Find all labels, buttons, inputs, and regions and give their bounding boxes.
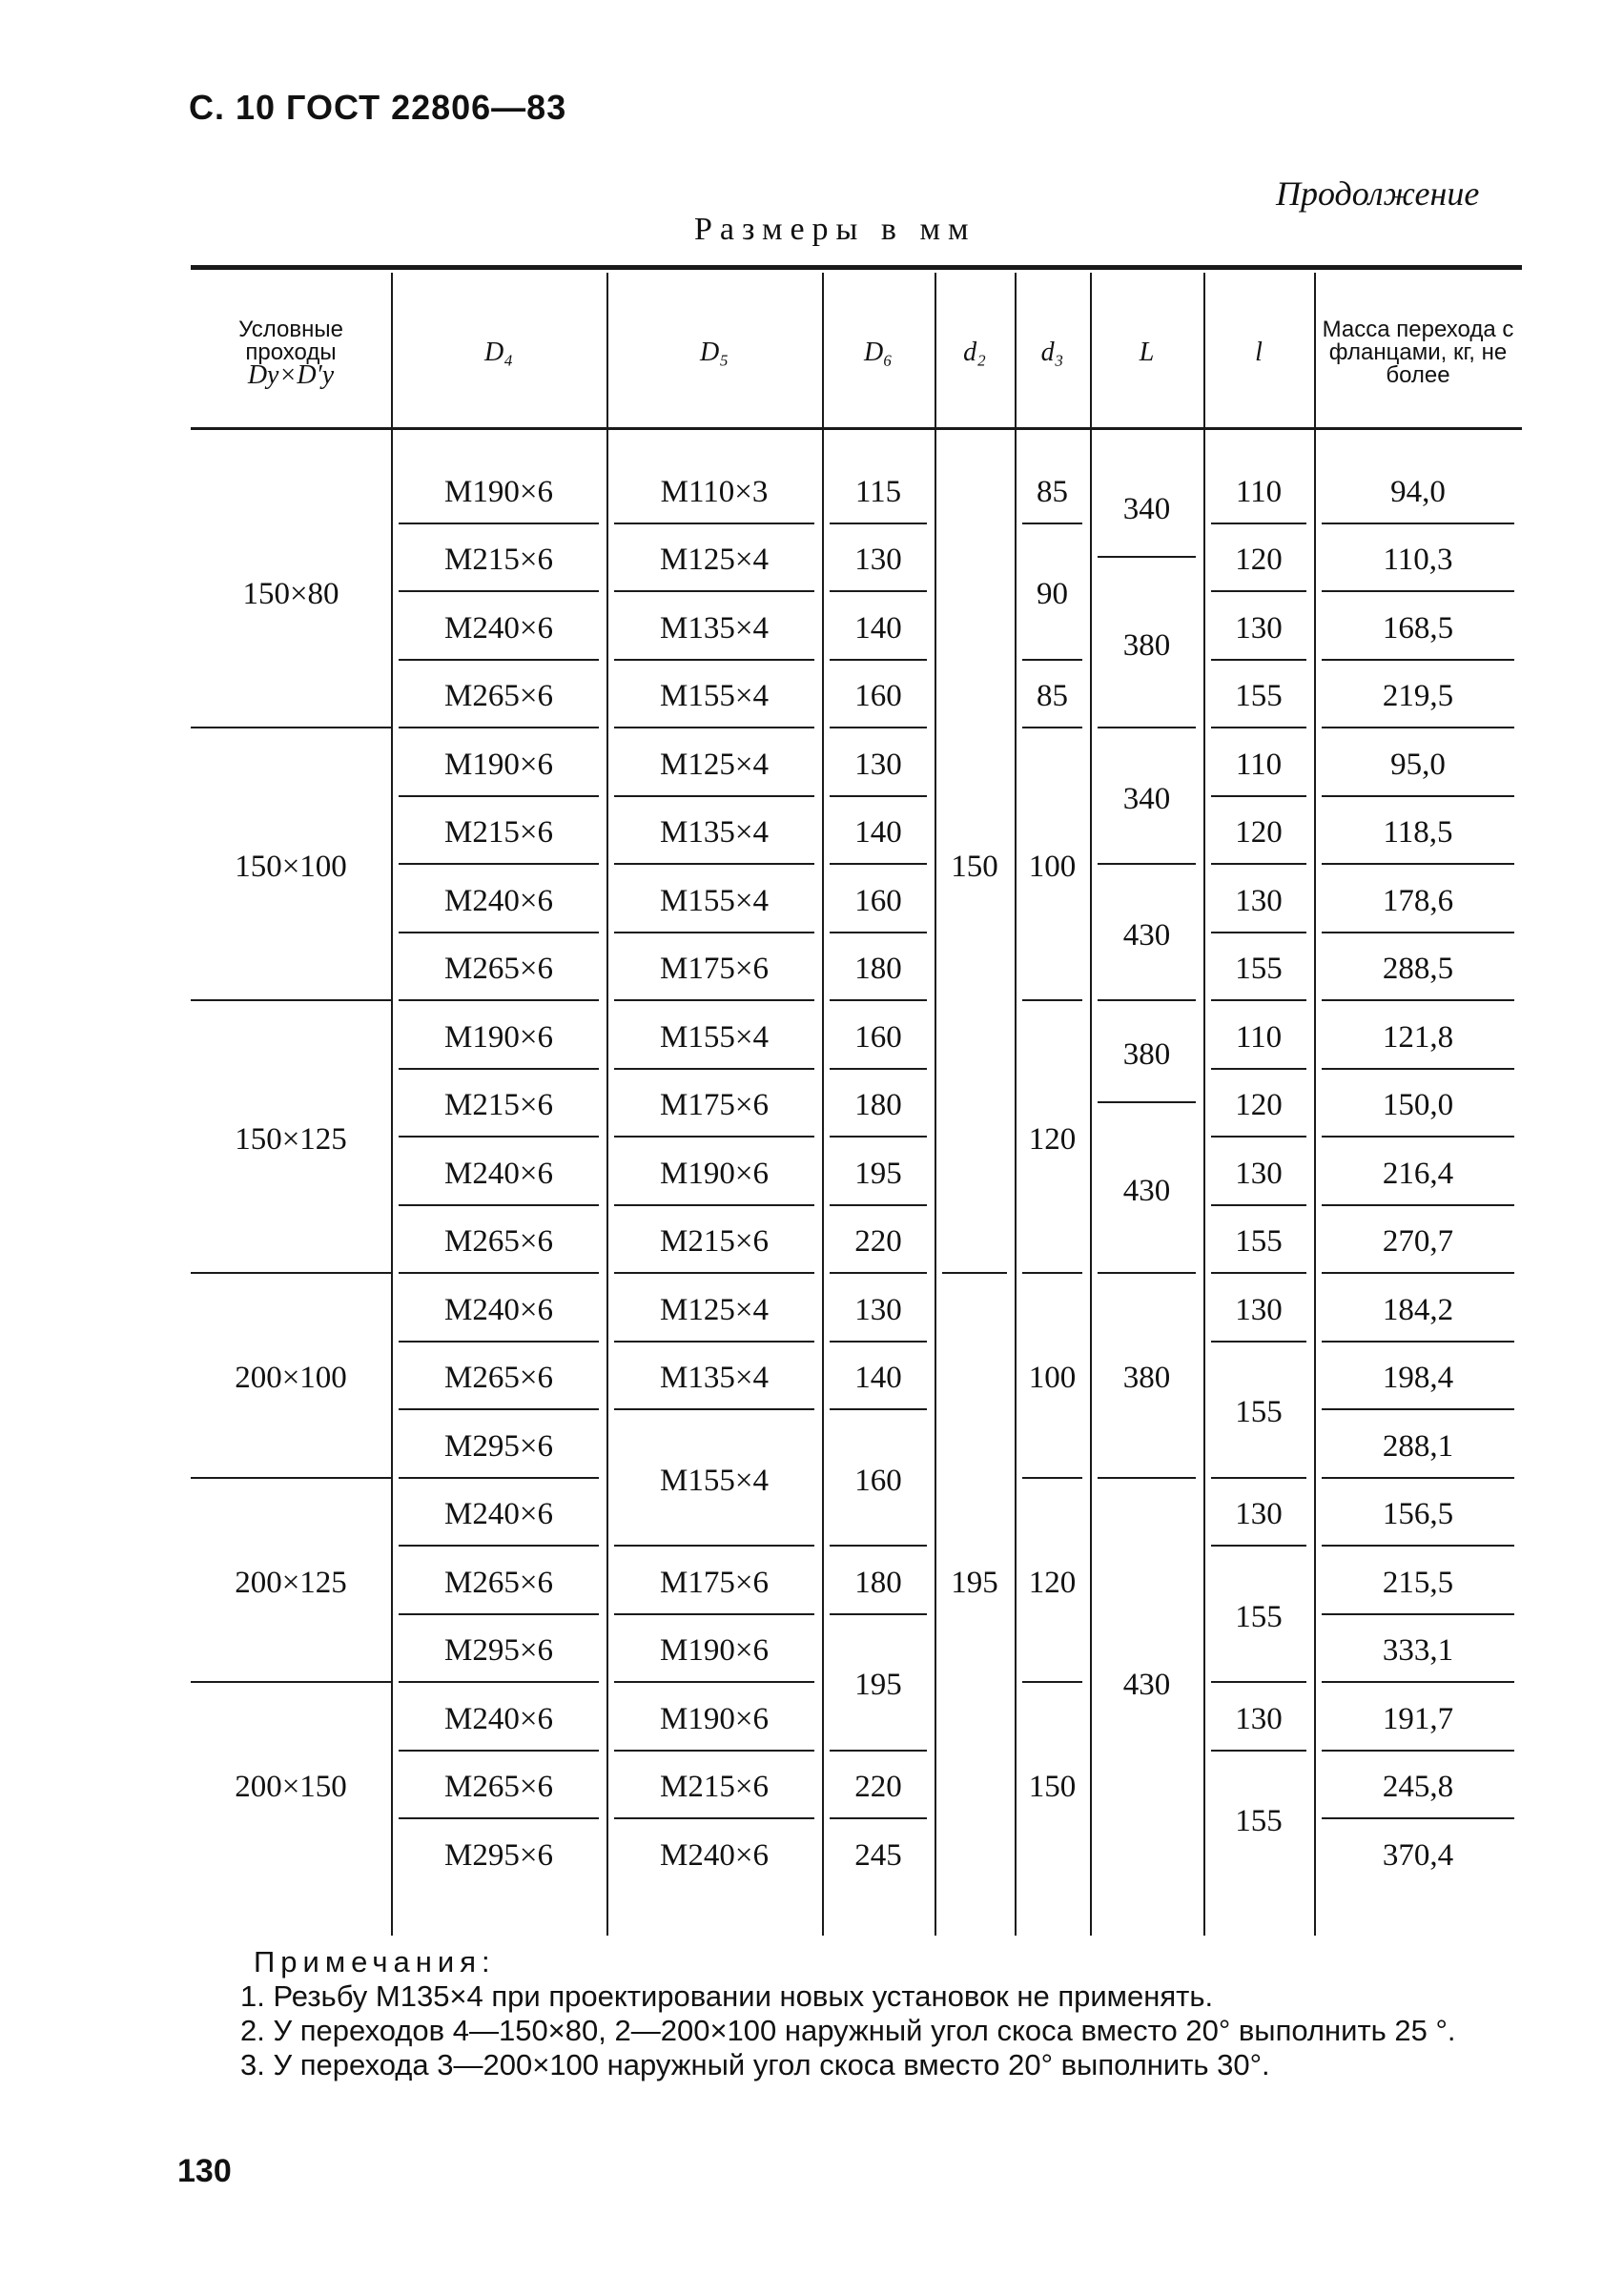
table-top-rule [191,265,1522,270]
d4-cell-underline [399,863,599,865]
l-cell: 155 [1235,1395,1283,1429]
mass-cell: 216,4 [1382,1156,1454,1191]
header-mass: Масса перехода с фланцами, кг, не более [1322,317,1514,388]
L-cell: 340 [1122,491,1171,526]
column-divider [822,273,824,1936]
column-divider [935,273,936,1936]
d6-cell-underline [830,1408,927,1410]
d4-cell: M240×6 [444,883,553,918]
mass-cell-underline [1322,523,1514,524]
l-cell-underline [1211,999,1306,1001]
l-cell-underline [1211,1750,1306,1752]
d6-cell-underline [830,932,927,933]
l-cell: 130 [1235,883,1283,918]
d5-cell-underline [614,1408,814,1410]
note-1: 1. Резьбу M135×4 при проектировании новых установок не применять. [240,1979,1214,2013]
mass-cell: 288,5 [1382,952,1454,987]
d3-cell-underline [1022,999,1082,1001]
d5-cell-underline [614,1613,814,1615]
l-cell-underline [1211,1477,1306,1479]
header-d6 [826,278,931,427]
mass-cell-underline [1322,932,1514,933]
group-label: 200×100 [235,1361,347,1396]
d4-cell-underline [399,1817,599,1819]
d4-cell-underline [399,1204,599,1206]
l-cell-underline [1211,1341,1306,1343]
l-cell: 110 [1235,747,1283,782]
L-cell-underline [1098,863,1196,865]
mass-cell-underline [1322,999,1514,1001]
column-divider [1015,273,1017,1936]
mass-cell-underline [1322,1408,1514,1410]
d5-cell: M190×6 [660,1156,769,1191]
d4-cell-underline [399,1545,599,1547]
l-cell: 130 [1235,1156,1283,1191]
d2-cell: 195 [951,1565,998,1600]
d5-cell: M110×3 [660,474,769,509]
d6-cell: 130 [854,1292,902,1327]
d4-cell-underline [399,1408,599,1410]
mass-cell: 191,7 [1382,1701,1454,1736]
l-cell: 130 [1235,1292,1283,1327]
l-cell-underline [1211,795,1306,797]
header-d5-text: D₅ [700,338,729,367]
d5-cell: M215×6 [660,1224,769,1260]
d5-cell-underline [614,1272,814,1274]
d4-cell: M190×6 [444,1019,553,1055]
mass-cell: 370,4 [1382,1837,1454,1873]
mass-cell-underline [1322,1681,1514,1683]
group-divider [191,727,391,728]
L-cell: 430 [1122,917,1171,953]
d5-cell: M175×6 [660,952,769,987]
l-cell-underline [1211,659,1306,661]
d4-cell-underline [399,1272,599,1274]
d6-cell: 130 [854,543,902,578]
d6-cell-underline [830,1613,927,1615]
d4-cell-underline [399,1613,599,1615]
mass-cell-underline [1322,1613,1514,1615]
d6-cell-underline [830,795,927,797]
l-cell: 120 [1235,543,1283,578]
L-cell: 430 [1122,1668,1171,1702]
L-cell-underline [1098,727,1196,728]
d4-cell: M265×6 [444,1224,553,1260]
group-divider [191,999,391,1001]
d4-cell: M190×6 [444,474,553,509]
column-divider [1090,273,1092,1936]
mass-cell-underline [1322,1272,1514,1274]
l-cell-underline [1211,590,1306,592]
d6-cell: 220 [854,1770,902,1805]
d5-cell: M135×4 [660,815,769,851]
header-d6-text: D₆ [864,338,893,367]
d4-cell-underline [399,1341,599,1343]
mass-cell: 288,1 [1382,1428,1454,1464]
mass-cell: 168,5 [1382,610,1454,646]
column-divider [1203,273,1205,1936]
d4-cell-underline [399,590,599,592]
l-cell-underline [1211,1272,1306,1274]
continuation-label: Продолжение [1276,174,1480,213]
mass-cell-underline [1322,1750,1514,1752]
d6-cell: 140 [854,610,902,646]
header-L-text: L [1139,338,1155,367]
d6-cell: 180 [854,952,902,987]
d3-cell-underline [1022,727,1082,728]
l-cell: 110 [1235,474,1283,509]
d4-cell-underline [399,999,599,1001]
d6-cell-underline [830,590,927,592]
l-cell-underline [1211,1545,1306,1547]
column-divider [391,273,393,1936]
group-label: 150×100 [235,850,347,884]
L-cell: 340 [1122,781,1171,816]
d6-cell: 115 [854,474,902,509]
header-l-text: l [1255,338,1263,367]
d4-cell-underline [399,795,599,797]
L-cell: 380 [1122,1036,1171,1072]
d4-cell-underline [399,1068,599,1070]
d4-cell: M295×6 [444,1428,553,1464]
d3-cell-underline [1022,659,1082,661]
mass-cell: 118,5 [1383,815,1453,851]
d5-cell-underline [614,1341,814,1343]
d5-cell-underline [614,659,814,661]
d2-cell: 150 [951,850,998,884]
mass-cell: 333,1 [1382,1633,1454,1669]
header-nominal-passages [195,278,387,427]
column-divider [606,273,608,1936]
d3-cell: 120 [1028,1122,1077,1157]
d5-cell-underline [614,1136,814,1138]
d6-cell-underline [830,1545,927,1547]
mass-cell-underline [1322,1545,1514,1547]
d6-cell: 130 [854,747,902,782]
d6-cell-underline [830,659,927,661]
d6-cell: 195 [854,1156,902,1191]
d5-cell: M155×4 [660,1463,769,1498]
d4-cell: M240×6 [444,1497,553,1532]
l-cell: 120 [1235,815,1283,851]
d4-cell-underline [399,1136,599,1138]
l-cell: 155 [1235,1599,1283,1634]
d4-cell: M240×6 [444,1292,553,1327]
mass-cell-underline [1322,727,1514,728]
d5-cell-underline [614,795,814,797]
d4-cell: M295×6 [444,1837,553,1873]
l-cell-underline [1211,932,1306,933]
d3-cell: 100 [1028,1361,1077,1396]
d3-cell: 120 [1028,1565,1077,1600]
d3-cell: 85 [1037,474,1068,509]
d6-cell: 160 [854,679,902,714]
mass-cell-underline [1322,590,1514,592]
d5-cell-underline [614,727,814,728]
L-cell: 430 [1122,1173,1171,1208]
d5-cell-underline [614,590,814,592]
mass-cell-underline [1322,795,1514,797]
mass-cell: 178,6 [1382,883,1454,918]
d6-cell-underline [830,1272,927,1274]
d5-cell: M175×6 [660,1565,769,1600]
d3-cell-underline [1022,1272,1082,1274]
page-number: 130 [177,2153,232,2189]
group-divider [191,1681,391,1683]
d6-cell-underline [830,1204,927,1206]
d5-cell: M190×6 [660,1633,769,1669]
d6-cell: 220 [854,1224,902,1260]
L-cell-underline [1098,556,1196,558]
L-cell: 380 [1122,627,1171,663]
notes-title: Примечания: [254,1945,496,1978]
d5-cell-underline [614,863,814,865]
d6-cell: 180 [854,1088,902,1123]
mass-cell-underline [1322,1817,1514,1819]
d5-cell: M135×4 [660,610,769,646]
notes-block [177,1945,1531,2082]
d4-cell: M190×6 [444,747,553,782]
group-label: 150×125 [235,1122,347,1157]
header-d3-text: d₃ [1040,338,1064,367]
d6-cell-underline [830,1136,927,1138]
d4-cell-underline [399,932,599,933]
l-cell: 130 [1235,1701,1283,1736]
mass-cell: 198,4 [1382,1361,1454,1396]
note-3: 3. У перехода 3—200×100 наружный угол скоса вместо 20° выполнить 30°. [240,2048,1270,2081]
d6-cell-underline [830,999,927,1001]
d5-cell-underline [614,1204,814,1206]
d3-cell: 100 [1028,850,1077,884]
L-cell: 380 [1122,1361,1171,1396]
mass-cell-underline [1322,863,1514,865]
group-label: 200×125 [235,1565,347,1600]
d5-cell: M125×4 [660,1292,769,1327]
l-cell-underline [1211,863,1306,865]
L-cell-underline [1098,1272,1196,1274]
d4-cell: M265×6 [444,679,553,714]
mass-cell: 150,0 [1382,1088,1454,1123]
d5-cell-underline [614,1681,814,1683]
column-divider [1314,273,1316,1936]
d5-cell-underline [614,932,814,933]
d3-cell-underline [1022,1681,1082,1683]
d4-cell: M265×6 [444,1770,553,1805]
units-caption: Размеры в мм [694,212,976,247]
d5-cell-underline [614,523,814,524]
d6-cell-underline [830,863,927,865]
d3-cell: 85 [1037,679,1068,714]
d5-cell: M125×4 [660,543,769,578]
d3-cell: 90 [1037,577,1068,611]
d5-cell-underline [614,999,814,1001]
l-cell-underline [1211,1681,1306,1683]
header-d4-text: D₄ [484,338,513,367]
l-cell-underline [1211,1136,1306,1138]
d5-cell: M190×6 [660,1701,769,1736]
group-divider [191,1477,391,1479]
d4-cell: M240×6 [444,610,553,646]
mass-cell: 95,0 [1390,747,1446,782]
d6-cell: 180 [854,1565,902,1600]
l-cell-underline [1211,1068,1306,1070]
d4-cell: M265×6 [444,952,553,987]
d5-cell: M175×6 [660,1088,769,1123]
d6-cell-underline [830,1341,927,1343]
d6-cell: 160 [854,883,902,918]
header-d4 [395,278,603,427]
d5-cell: M155×4 [660,1019,769,1055]
mass-cell: 94,0 [1390,474,1446,509]
header-dy-text: Условные проходы [238,316,343,365]
d4-cell: M215×6 [444,543,553,578]
d4-cell: M215×6 [444,1088,553,1123]
mass-cell: 245,8 [1382,1770,1454,1805]
d6-cell-underline [830,1068,927,1070]
mass-cell: 121,8 [1382,1019,1454,1055]
l-cell: 155 [1235,1224,1283,1260]
d4-cell-underline [399,523,599,524]
l-cell: 130 [1235,1497,1283,1532]
d6-cell: 140 [854,1361,902,1396]
d4-cell: M265×6 [444,1361,553,1396]
d4-cell-underline [399,659,599,661]
d6-cell: 160 [854,1019,902,1055]
d4-cell: M240×6 [444,1156,553,1191]
header-L [1094,278,1200,427]
d4-cell: M215×6 [444,815,553,851]
header-l [1207,278,1310,427]
l-cell: 130 [1235,610,1283,646]
d6-cell: 160 [854,1463,902,1498]
mass-cell-underline [1322,1204,1514,1206]
l-cell: 155 [1235,952,1283,987]
header-d5 [610,278,818,427]
d3-cell-underline [1022,1477,1082,1479]
mass-cell-underline [1322,1136,1514,1138]
header-d2-text: d₂ [963,338,986,367]
d5-cell-underline [614,1750,814,1752]
mass-cell: 215,5 [1382,1565,1454,1600]
header-dy-formula: Dy×D′y [247,359,335,390]
mass-cell: 270,7 [1382,1224,1454,1260]
d6-cell: 140 [854,815,902,851]
l-cell-underline [1211,1204,1306,1206]
d5-cell-underline [614,1068,814,1070]
L-cell-underline [1098,1477,1196,1479]
mass-cell: 110,3 [1383,543,1453,578]
d4-cell-underline [399,1477,599,1479]
d5-cell: M240×6 [660,1837,769,1873]
mass-cell-underline [1322,1341,1514,1343]
l-cell: 155 [1235,679,1283,714]
mass-cell-underline [1322,1068,1514,1070]
l-cell: 110 [1235,1019,1283,1055]
d5-cell: M215×6 [660,1770,769,1805]
mass-cell-underline [1322,659,1514,661]
d4-cell: M295×6 [444,1633,553,1669]
d5-cell: M125×4 [660,747,769,782]
d3-cell: 150 [1028,1770,1077,1805]
d6-cell-underline [830,727,927,728]
d4-cell-underline [399,727,599,728]
mass-cell: 184,2 [1382,1292,1454,1327]
note-2: 2. У переходов 4—150×80, 2—200×100 наружный угол скоса вместо 20° выполнить 25 °. [240,2014,1456,2047]
mass-cell-underline [1322,1477,1514,1479]
L-cell-underline [1098,999,1196,1001]
d4-cell: M265×6 [444,1565,553,1600]
mass-cell: 219,5 [1382,679,1454,714]
mass-cell: 156,5 [1382,1497,1454,1532]
group-label: 200×150 [235,1770,347,1805]
d4-cell-underline [399,1681,599,1683]
d5-cell: M155×4 [660,679,769,714]
group-divider [191,1272,391,1274]
d2-cell-underline [942,1272,1007,1274]
d5-cell-underline [614,1817,814,1819]
l-cell-underline [1211,523,1306,524]
group-label: 150×80 [242,577,339,611]
d4-cell-underline [399,1750,599,1752]
d6-cell-underline [830,1817,927,1819]
l-cell: 155 [1235,1804,1283,1838]
d5-cell: M155×4 [660,883,769,918]
header-d3 [1018,278,1086,427]
d5-cell-underline [614,1545,814,1547]
d4-cell: M240×6 [444,1701,553,1736]
d6-cell-underline [830,523,927,524]
L-cell-underline [1098,1101,1196,1103]
header-d2 [938,278,1011,427]
l-cell: 120 [1235,1088,1283,1123]
d5-cell: M135×4 [660,1361,769,1396]
page-header: С. 10 ГОСТ 22806—83 [189,88,567,127]
d3-cell-underline [1022,523,1082,524]
d6-cell: 195 [854,1668,902,1702]
l-cell-underline [1211,727,1306,728]
d6-cell: 245 [854,1837,902,1873]
d6-cell-underline [830,1750,927,1752]
